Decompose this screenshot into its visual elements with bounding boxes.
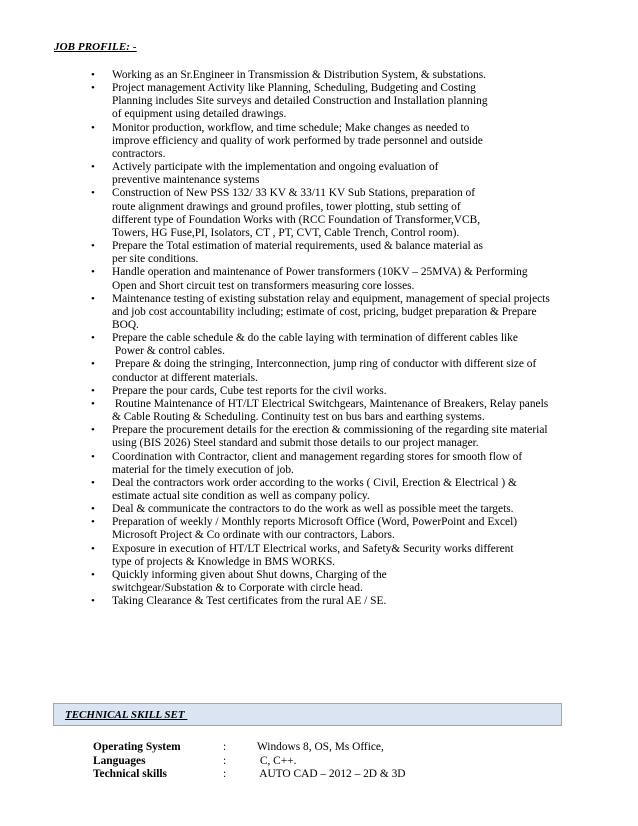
job-profile-item	[88, 161, 608, 187]
bullet-icon: •	[91, 332, 95, 345]
job-profile-item-line: Monitor production, workflow, and time schedule; Make changes as needed to	[112, 121, 470, 134]
bullet-icon: •	[91, 69, 95, 81]
job-profile-item-line: route alignment drawings and ground profiles, tower plotting, stub setting of	[112, 200, 461, 213]
job-profile-item	[88, 266, 608, 292]
technical-skill-table	[93, 741, 493, 782]
job-profile-item-line: Actively participate with the implementation and ongoing evaluation of	[112, 161, 439, 174]
job-profile-item-line: switchgear/Substation & to Corporate with circle head.	[112, 582, 363, 595]
job-profile-item-line: of equipment using detailed drawings.	[112, 108, 287, 121]
job-profile-item-line: Microsoft Project & Co ordinate with our contractors, Labors.	[112, 529, 395, 542]
job-profile-item	[88, 477, 608, 503]
technical-skill-section-bar	[53, 703, 562, 726]
job-profile-list	[88, 69, 608, 608]
job-profile-item-line: improve efficiency and quality of work performed by trade personnel and outside	[112, 134, 483, 147]
skill-separator: :	[223, 768, 227, 780]
job-profile-item-line: Power & control cables.	[112, 345, 225, 358]
job-profile-item	[88, 424, 608, 450]
job-profile-item	[88, 122, 608, 161]
job-profile-item-line: Open and Short circuit test on transformers measuring core losses.	[112, 279, 415, 292]
bullet-icon: •	[91, 292, 95, 305]
job-profile-item	[88, 398, 608, 424]
bullet-icon: •	[91, 82, 95, 95]
bullet-icon: •	[91, 161, 95, 174]
job-profile-item-line: Prepare the procurement details for the erection & commissioning of the regarding site material	[112, 424, 548, 437]
job-profile-item-line: Preparation of weekly / Monthly reports Microsoft Office (Word, PowerPoint and Excel)	[112, 516, 518, 529]
skill-row	[93, 755, 493, 769]
job-profile-item-line: conductor at different materials.	[112, 371, 258, 384]
job-profile-item-line: Working as an Sr.Engineer in Transmission & Distribution System, & substations.	[112, 69, 487, 81]
skill-label: Languages	[93, 754, 146, 767]
job-profile-item	[88, 69, 608, 82]
skill-value: Windows 8, OS, Ms Office,	[257, 741, 384, 753]
job-profile-item	[88, 293, 608, 332]
job-profile-item	[88, 385, 608, 398]
job-profile-item	[88, 82, 608, 121]
job-profile-item	[88, 451, 608, 477]
skill-row	[93, 768, 493, 782]
job-profile-item-line: Quickly informing given about Shut downs, Charging of the	[112, 568, 387, 581]
bullet-icon: •	[91, 384, 95, 397]
skill-label: Technical skills	[93, 768, 167, 780]
job-profile-item	[88, 543, 608, 569]
job-profile-item	[88, 503, 608, 516]
job-profile-item	[88, 240, 608, 266]
job-profile-item-line: per site conditions.	[112, 253, 199, 266]
bullet-icon: •	[91, 397, 95, 410]
bullet-icon: •	[91, 503, 95, 516]
bullet-icon: •	[91, 450, 95, 463]
job-profile-item-line: Exposure in execution of HT/LT Electrical works, and Safety& Security works different	[112, 542, 514, 555]
job-profile-item-line: contractors.	[112, 147, 166, 160]
job-profile-item-line: Construction of New PSS 132/ 33 KV & 33/11 KV Sub Stations, preparation of	[112, 187, 476, 200]
job-profile-item-line: estimate actual site condition as well as company policy.	[112, 490, 370, 502]
job-profile-item-line: Towers, HG Fuse,PI, Isolators, CT , PT, CVT, Cable Trench, Control room).	[112, 226, 460, 239]
bullet-icon: •	[91, 542, 95, 555]
bullet-icon: •	[91, 516, 95, 529]
bullet-icon: •	[91, 568, 95, 581]
bullet-icon: •	[91, 240, 95, 253]
job-profile-item	[88, 187, 608, 240]
bullet-icon: •	[91, 187, 95, 200]
job-profile-item-line: Prepare the Total estimation of material requirements, used & balance material as	[112, 240, 483, 253]
job-profile-item-line: Coordination with Contractor, client and management regarding stores for smooth flow of	[112, 450, 523, 463]
job-profile-item-line: Project management Activity like Planning, Scheduling, Budgeting and Costing	[112, 82, 476, 95]
bullet-icon: •	[91, 476, 95, 489]
job-profile-item-line: different type of Foundation Works with (RCC Foundation of Transformer,VCB,	[112, 213, 481, 226]
skill-row	[93, 741, 493, 755]
technical-skill-heading: TECHNICAL SKILL SET	[65, 709, 188, 721]
job-profile-item-line: Prepare the pour cards, Cube test reports for the civil works.	[112, 384, 387, 397]
job-profile-item-line: and job cost accountability including; estimate of cost, pricing, budget preparation & Prepare	[112, 305, 537, 318]
job-profile-item-line: Taking Clearance & Test certificates from the rural AE / SE.	[112, 595, 387, 608]
skill-value: AUTO CAD – 2012 – 2D & 3D	[257, 768, 406, 780]
job-profile-item-line: Maintenance testing of existing substation relay and equipment, management of special projects	[112, 292, 550, 305]
job-profile-item-line: Prepare & doing the stringing, Interconnection, jump ring of conductor with different size of	[112, 358, 537, 371]
job-profile-item-line: Deal & communicate the contractors to do the work as well as possible meet the targets.	[112, 503, 514, 516]
skill-separator: :	[223, 741, 227, 753]
job-profile-item-line: & Cable Routing & Scheduling. Continuity test on bus bars and earthing systems.	[112, 411, 485, 424]
job-profile-item-line: type of projects & Knowledge in BMS WORKS.	[112, 555, 336, 568]
skill-separator: :	[223, 754, 227, 767]
bullet-icon: •	[91, 424, 95, 437]
job-profile-item-line: Deal the contractors work order according to the works ( Civil, Erection & Electrical ) &	[112, 476, 517, 489]
job-profile-item-line: Handle operation and maintenance of Power transformers (10KV – 25MVA) & Performing	[112, 266, 528, 279]
job-profile-item	[88, 569, 608, 595]
job-profile-heading: JOB PROFILE: -	[54, 41, 137, 53]
job-profile-item	[88, 516, 608, 542]
job-profile-item	[88, 595, 608, 608]
job-profile-item-line: preventive maintenance systems	[112, 174, 260, 187]
job-profile-item-line: using (BIS 2026) Steel standard and submit those details to our project manager.	[112, 437, 479, 450]
job-profile-item	[88, 358, 608, 384]
job-profile-item-line: material for the timely execution of job.	[112, 463, 294, 476]
job-profile-item	[88, 332, 608, 358]
job-profile-item-line: Routine Maintenance of HT/LT Electrical Switchgears, Maintenance of Breakers, Relay panels	[112, 397, 549, 410]
skill-value: C, C++.	[257, 754, 297, 767]
job-profile-item-line: Prepare the cable schedule & do the cable laying with termination of different cables like	[112, 332, 518, 345]
bullet-icon: •	[91, 358, 95, 371]
bullet-icon: •	[91, 595, 95, 608]
bullet-icon: •	[91, 121, 95, 134]
job-profile-item-line: Planning includes Site surveys and detailed Construction and Installation planning	[112, 95, 488, 108]
skill-label: Operating System	[93, 741, 181, 753]
bullet-icon: •	[91, 266, 95, 279]
job-profile-item-line: BOQ.	[112, 318, 139, 331]
